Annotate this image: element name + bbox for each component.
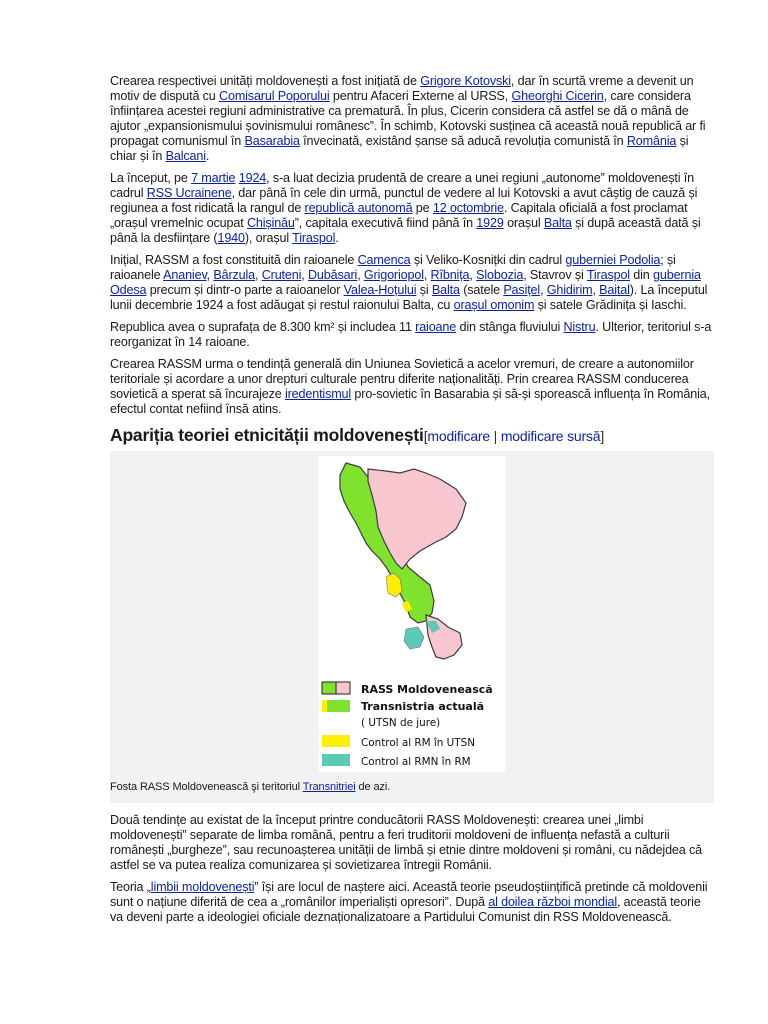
bracket: ] — [600, 428, 605, 444]
paragraph-raioane — [110, 253, 714, 313]
link-barzula[interactable]: Bârzula — [213, 268, 256, 282]
text: . — [205, 149, 210, 163]
link-valea-hotului[interactable]: Valea-Hoțului — [343, 283, 417, 297]
text: învecinată, existând șanse să aducă revoluția comunistă în — [299, 134, 627, 148]
link-guberniei-podolia[interactable]: guberniei Podolia — [565, 253, 661, 267]
section-title: Apariția teoriei etnicității moldovenești — [110, 425, 424, 445]
text: , — [540, 283, 547, 297]
link-rss-ucrainene[interactable]: RSS Ucrainene — [146, 186, 232, 200]
text: , — [301, 268, 308, 282]
link-balta[interactable]: Balta — [543, 216, 572, 230]
link-ghidirim[interactable]: Ghidirim — [546, 283, 593, 297]
paragraph-tendencies — [110, 813, 714, 873]
link-cruteni[interactable]: Cruteni — [261, 268, 302, 282]
text: , — [206, 268, 214, 282]
text: . Ulterior, teritoriul s-a reorganizat în 14 raioane. — [110, 320, 712, 349]
section-heading — [110, 424, 714, 447]
paragraph-founding — [110, 171, 714, 246]
link-1929[interactable]: 1929 — [476, 216, 504, 230]
link-tiraspol[interactable]: Tiraspol — [292, 231, 336, 245]
legend-label-rm-in-utsn: Control al RM în UTSN — [361, 737, 476, 749]
link-1924[interactable]: 1924 — [238, 171, 267, 185]
link-gubernia-odesa[interactable]: gubernia Odesa — [110, 268, 701, 297]
text: ; și raioanele — [110, 253, 676, 282]
legend-swatch-transnistria — [327, 700, 350, 712]
text: și după această dată și până la desființare ( — [110, 216, 701, 245]
text: Republica avea o suprafața de 8.300 km² și includea 11 — [110, 320, 416, 334]
text: ” își are locul de naștere aici. Această teorie pseudoștiințifică pretinde că moldovenii sunt o națiune diferită de cea a „românilor imperialiști opresori”. După — [110, 880, 708, 909]
text: , care considera înființarea acestei regiuni administrative ca prematură. În plus, Cicerin considera că astfel se dă o mână de ajutor „expansionismului șovinismului românesc”. În schimb, Kotovski susținea că această nouă republică ar fi propagat comunismul în — [110, 89, 706, 148]
link-7-martie[interactable]: 7 martie — [191, 171, 236, 185]
text: și chiar și în — [110, 134, 689, 163]
link-raioane[interactable]: raioane — [415, 320, 457, 334]
link-balcani[interactable]: Balcani — [165, 149, 206, 163]
text: precum și dintr-o parte a raioanelor — [146, 283, 344, 297]
legend-swatch-green — [322, 682, 336, 694]
legend-swatch-yellow-strip — [322, 700, 327, 712]
legend-label-transnistria: Transnistria actuală — [361, 700, 485, 713]
link-basarabia[interactable]: Basarabia — [244, 134, 300, 148]
text: , s-a luat decizia prudentă de creare a unei regiuni „autonome” moldovenești în cadrul — [110, 171, 694, 200]
text: și — [416, 283, 432, 297]
legend-swatch-rmn-in-rm — [322, 754, 350, 766]
text: . Capitala oficială a fost proclamat „orașul vremelnic ocupat — [110, 201, 688, 230]
paragraph-area — [110, 320, 714, 350]
link-baital[interactable]: Baital — [599, 283, 630, 297]
link-nistru[interactable]: Nistru — [563, 320, 596, 334]
text: Crearea respectivei unități moldovenești a fost inițiată de — [110, 74, 421, 88]
legend-swatch-pink — [336, 682, 350, 694]
text: La început, pe — [110, 171, 192, 185]
text: Inițial, RASSM a fost constituită din raioanele — [110, 253, 358, 267]
text: pro-sovietic în Basarabia și să-și sporească influența în România, efectul contat nefiind însă atins. — [110, 387, 710, 416]
legend-label-utsn: ( UTSN de jure) — [361, 717, 441, 729]
link-limbii-moldovenesti[interactable]: limbii moldovenești — [150, 880, 255, 894]
link-1940[interactable]: 1940 — [217, 231, 245, 245]
link-dubasari[interactable]: Dubăsari — [307, 268, 358, 282]
text: de azi. — [355, 781, 391, 793]
edit-links — [424, 428, 604, 444]
link-grigore-kotovski[interactable]: Grigore Kotovski — [420, 74, 511, 88]
link-grigoriopol[interactable]: Grigoriopol — [363, 268, 424, 282]
link-comisarul-poporului[interactable]: Comisarul Poporului — [219, 89, 330, 103]
text: ). La începutul lunii decembrie 1924 a fost adăugat și restul raionului Balta, cu — [110, 283, 708, 312]
figure-caption — [110, 781, 390, 794]
text: pe — [412, 201, 433, 215]
text: ”, capitala executivă fiind până în — [294, 216, 477, 230]
text: ), orașul — [244, 231, 293, 245]
paragraph-origins — [110, 74, 714, 164]
text: , dar până în cele din urmă, punctul de vedere al lui Kotovski a avut câștig de cauză și regiunea a fost ridicată la rangul de — [110, 186, 698, 215]
text: , — [357, 268, 364, 282]
text: (satele — [459, 283, 504, 297]
text: și Veliko-Kosnițki din cadrul — [410, 253, 566, 267]
text: Teoria „ — [110, 880, 151, 894]
link-tiraspol[interactable]: Tiraspol — [586, 268, 630, 282]
paragraph-trend — [110, 357, 714, 417]
text: din — [629, 268, 654, 282]
separator: | — [489, 428, 501, 444]
link-romania[interactable]: România — [626, 134, 677, 148]
text: , această teorie va deveni parte a ideologiei oficiale deznaționalizatoare a Partidului Comunist din RSS Moldovenească. — [110, 895, 701, 924]
text: , — [255, 268, 262, 282]
link-al-doilea-razboi-mondial[interactable]: al doilea război mondial — [488, 895, 617, 909]
text: Fosta RASS Moldovenească şi teritoriul — [110, 781, 303, 793]
bracket: [ — [423, 428, 428, 444]
text: , — [469, 268, 477, 282]
link-balta[interactable]: Balta — [431, 283, 460, 297]
map-figure — [110, 451, 714, 803]
text: Crearea RASSM urma o tendință generală din Uniunea Sovietică a acelor vremuri, de creare a autonomiilor teritoriale și acordare a unor drepturi culturale pentru diferite naționalități. Prin crearea RASSM conducerea sovietică a sperat să încurajeze — [110, 357, 694, 401]
text: Două tendințe au existat de la început printre conducătorii RASS Moldovenești: crearea unei „limbi moldovenești” separate de limba română, pentru a feri truditorii moldoveni de influența nefastă a culturii românești „burgheze”, sau recunoașterea unității de limbă și etnie dintre moldoveni și români, cu nădejdea că astfel se va putea realiza comunizarea și sovietizarea întregii Românii. — [110, 813, 702, 872]
link-slobozia[interactable]: Slobozia — [476, 268, 524, 282]
text: orașul — [503, 216, 544, 230]
link-camenca[interactable]: Camenca — [357, 253, 411, 267]
map-image — [110, 451, 714, 803]
link-iredentismul[interactable]: iredentismul — [284, 387, 352, 401]
text: , Stavrov și — [523, 268, 587, 282]
link-12-octombrie[interactable]: 12 octombrie — [432, 201, 504, 215]
legend-label-rass: RASS Moldovenească — [361, 683, 493, 696]
text: , — [423, 268, 431, 282]
text: din stânga fluviului — [456, 320, 564, 334]
edit-link[interactable]: modificare — [427, 428, 490, 444]
link-gheorghi-cicerin[interactable]: Gheorghi Cicerin — [511, 89, 604, 103]
text: . — [335, 231, 339, 245]
link-ribnita[interactable]: Rîbnița — [430, 268, 470, 282]
link-ananiev[interactable]: Ananiev — [163, 268, 207, 282]
legend-swatch-rm-in-utsn — [322, 735, 350, 747]
paragraph-theory — [110, 880, 714, 925]
text: , — [592, 283, 600, 297]
edit-source-link[interactable]: modificare sursă — [500, 428, 601, 444]
link-chisinau[interactable]: Chișinău — [246, 216, 295, 230]
text: , dar în scurtă vreme a devenit un motiv de dispută cu — [110, 74, 694, 103]
legend-label-rmn-in-rm: Control al RMN în RM — [361, 756, 471, 768]
link-transnitriei[interactable]: Transnitriei — [302, 781, 356, 793]
article-body — [110, 74, 714, 932]
text: pentru Afaceri Externe al URSS, — [329, 89, 512, 103]
link-republica-autonoma[interactable]: republică autonomă — [304, 201, 413, 215]
link-orasul-omonim[interactable]: orașul omonim — [453, 298, 535, 312]
text: și satele Grădinița și Iaschi. — [534, 298, 687, 312]
link-pasitel[interactable]: Pasițel — [503, 283, 541, 297]
